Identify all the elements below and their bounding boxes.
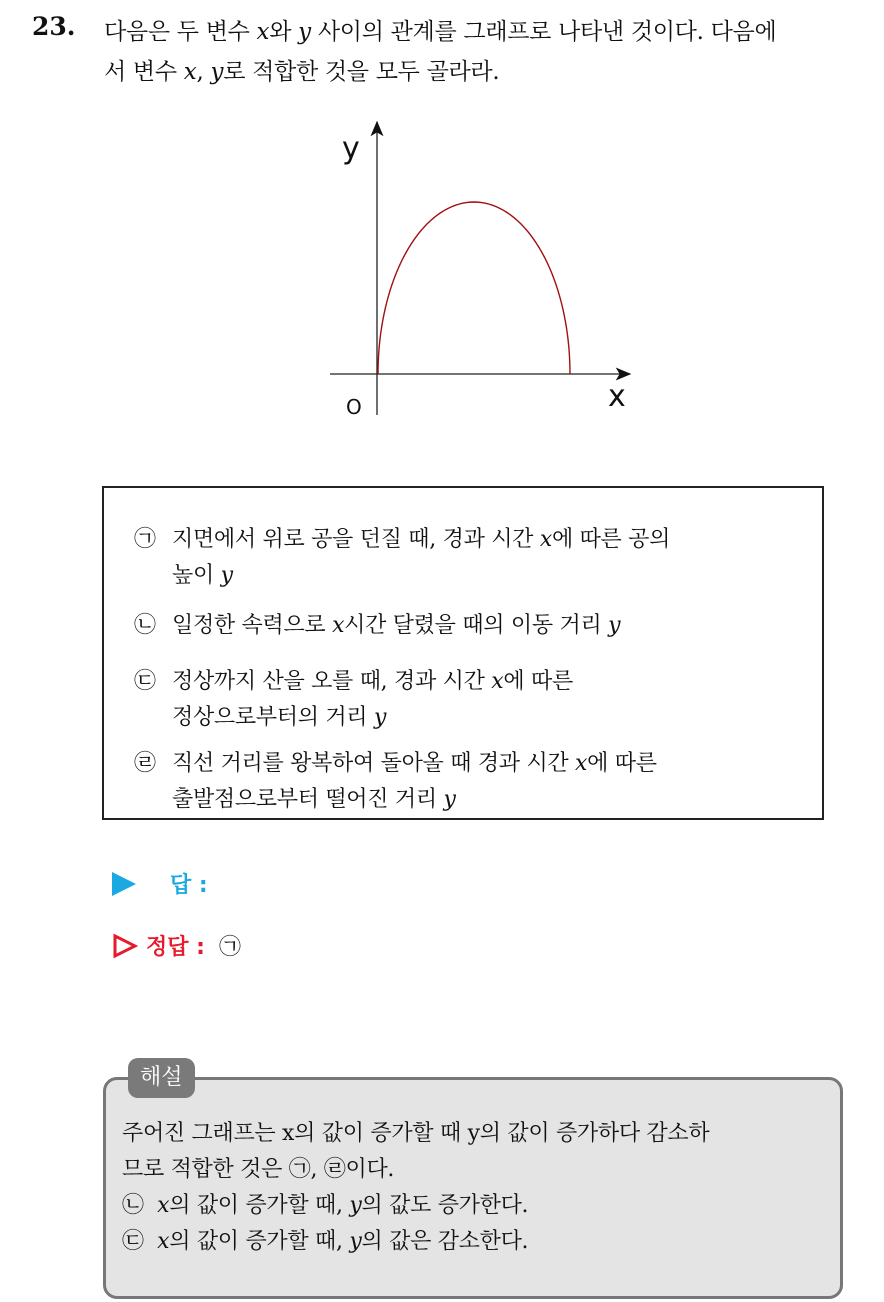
play-triangle-icon bbox=[112, 872, 136, 896]
choice-mark: ㉢ bbox=[134, 669, 156, 694]
correct-answer-row bbox=[112, 930, 241, 961]
choice-2 bbox=[134, 608, 804, 644]
choice-1 bbox=[134, 522, 804, 594]
choice-text: 지면에서 위로 공을 던질 때, 경과 시간 bbox=[172, 527, 540, 552]
choice-text: 정상으로부터의 거리 bbox=[172, 705, 374, 730]
variable-y: y bbox=[298, 19, 311, 45]
choice-4 bbox=[134, 746, 804, 818]
relationship-graph bbox=[320, 110, 640, 420]
question-text-part: 사이의 관계를 그래프로 나타낸 것이다. 다음에 bbox=[310, 19, 777, 45]
choice-mark: ㉡ bbox=[122, 1193, 144, 1218]
explanation-text-part: 의 값은 감소한다. bbox=[361, 1229, 529, 1254]
explanation-tag: 해설 bbox=[128, 1058, 195, 1098]
question-text-part: 서 변수 bbox=[104, 59, 184, 85]
choice-3 bbox=[134, 664, 804, 736]
choice-text: 출발점으로부터 떨어진 거리 bbox=[172, 787, 444, 812]
question-text-part: 로 적합한 것을 모두 골라라. bbox=[223, 59, 500, 85]
choice-text: 에 따른 bbox=[503, 669, 573, 694]
choice-text: 시간 달렸을 때의 이동 거리 bbox=[344, 613, 609, 638]
variable-x: x bbox=[183, 59, 197, 85]
variable-y: y bbox=[349, 1193, 362, 1218]
choice-text: 에 따른 bbox=[587, 751, 657, 776]
variable-y: y bbox=[373, 705, 387, 730]
question-text-part: , bbox=[196, 59, 211, 85]
explanation-line-3 bbox=[122, 1188, 836, 1224]
variable-x: x bbox=[157, 1193, 170, 1218]
choice-mark: ㉣ bbox=[134, 751, 156, 776]
variable-y: y bbox=[443, 787, 456, 812]
variable-x: x bbox=[256, 19, 270, 45]
variable-x: x bbox=[539, 527, 552, 552]
variable-y: y bbox=[349, 1229, 362, 1254]
choice-text: 에 따른 공의 bbox=[551, 527, 671, 552]
explanation-text bbox=[122, 1116, 836, 1260]
explanation-line-4 bbox=[122, 1224, 836, 1260]
y-axis-label: y bbox=[342, 131, 360, 166]
explanation-text-part: 의 값이 증가할 때, bbox=[169, 1193, 350, 1218]
origin-label: O bbox=[346, 395, 362, 419]
choice-text: 정상까지 산을 오를 때, 경과 시간 bbox=[172, 669, 492, 694]
explanation-text-part: 의 값이 증가할 때, bbox=[169, 1229, 350, 1254]
x-axis-label: x bbox=[608, 379, 626, 414]
choices-box bbox=[102, 486, 824, 820]
choice-mark: ㉢ bbox=[122, 1229, 144, 1254]
variable-x: x bbox=[332, 613, 345, 638]
variable-x: x bbox=[491, 669, 504, 694]
choice-text: 높이 bbox=[172, 563, 221, 588]
choice-text: 일정한 속력으로 bbox=[172, 613, 333, 638]
correct-answer-label: 정답 : bbox=[146, 935, 205, 960]
question-text-part: 와 bbox=[269, 19, 299, 45]
choice-mark: ㉡ bbox=[134, 613, 156, 638]
question-number: 23. bbox=[32, 12, 76, 41]
variable-x: x bbox=[575, 751, 588, 776]
question-text-part: 다음은 두 변수 bbox=[104, 19, 257, 45]
choice-mark: ㉠ bbox=[134, 527, 156, 552]
choice-text: 직선 거리를 왕복하여 돌아올 때 경과 시간 bbox=[172, 751, 576, 776]
answer-row bbox=[112, 868, 208, 899]
explanation-line-1: 주어진 그래프는 x의 값이 증가할 때 y의 값이 증가하다 감소하 bbox=[122, 1121, 710, 1146]
outline-triangle-icon bbox=[112, 933, 138, 959]
variable-y: y bbox=[608, 613, 621, 638]
variable-y: y bbox=[210, 59, 224, 85]
explanation-text-part: 의 값도 증가한다. bbox=[361, 1193, 529, 1218]
answer-label: 답 : bbox=[170, 873, 208, 898]
explanation-line-2: 므로 적합한 것은 ㉠, ㉣이다. bbox=[122, 1157, 395, 1182]
variable-y: y bbox=[220, 563, 233, 588]
variable-x: x bbox=[157, 1229, 170, 1254]
graph-curve bbox=[378, 202, 570, 374]
correct-answer-value: ㉠ bbox=[218, 935, 241, 960]
question-text bbox=[104, 12, 874, 92]
